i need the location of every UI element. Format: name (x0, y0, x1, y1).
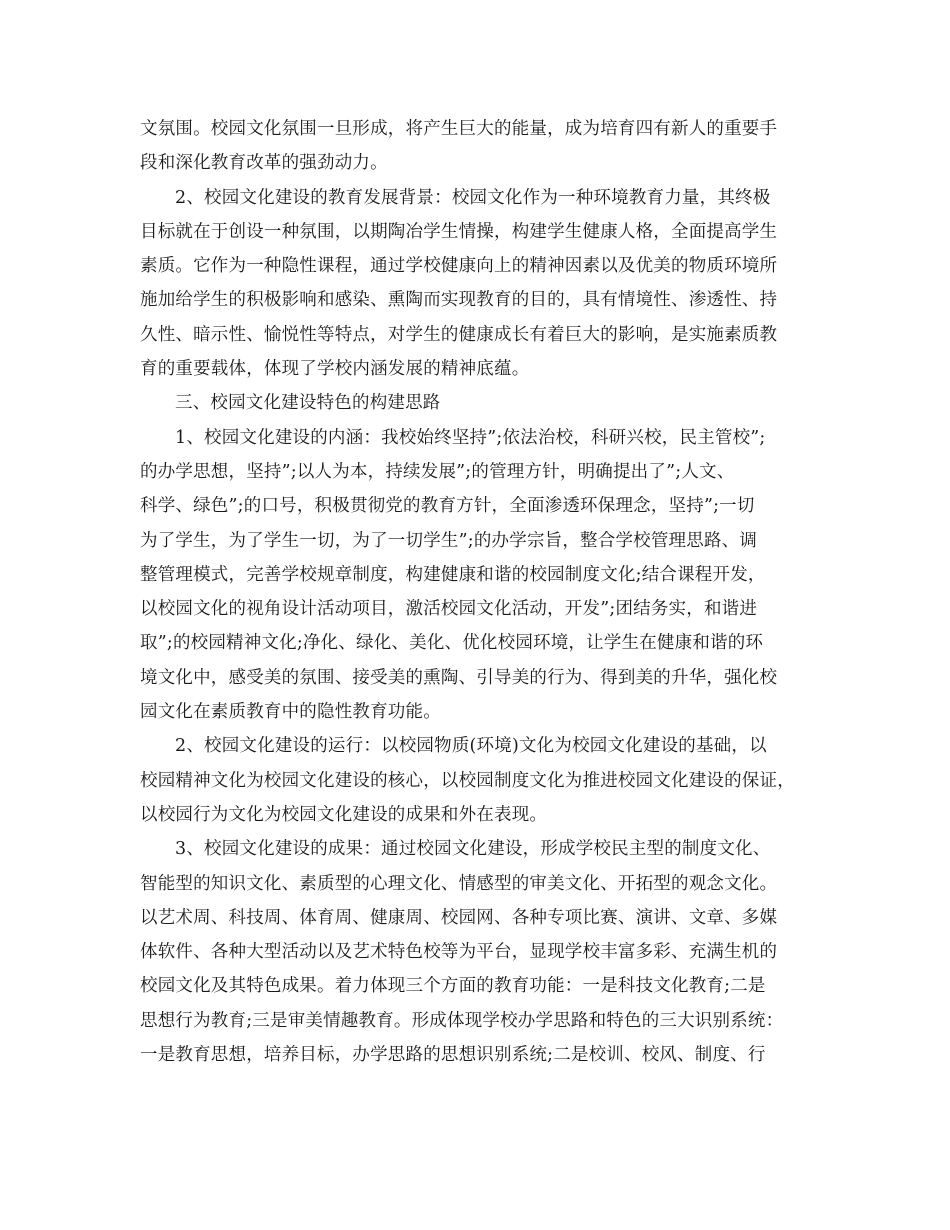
text-line: 为了学生，为了学生一切，为了一切学生”;的办学宗旨，整合学校管理思路、调 (140, 530, 758, 551)
text-line: 境文化中，感受美的氛围、接受美的熏陶、引导美的行为、得到美的升华，强化校 (140, 667, 778, 688)
text-line: 一是教育思想，培养目标，办学思路的思想识别系统;二是校训、校风、制度、行 (140, 1045, 766, 1066)
text-line: 园文化在素质教育中的隐性教育功能。 (140, 702, 441, 723)
text-line: 以校园文化的视角设计活动项目，激活校园文化活动，开发”;团结务实，和谐进 (140, 599, 758, 620)
text-line: 整管理模式，完善学校规章制度，构建健康和谐的校园制度文化;结合课程开发， (140, 564, 766, 585)
text-line: 智能型的知识文化、素质型的心理文化、情感型的审美文化、开拓型的观念文化。 (140, 873, 778, 894)
text-line: 2、校园文化建设的教育发展背景：校园文化作为一种环境教育力量，其终极 (175, 187, 771, 208)
text-line: 思想行为教育;三是审美情趣教育。形成体现学校办学思路和特色的三大识别系统： (140, 1010, 784, 1031)
text-line: 施加给学生的积极影响和感染、熏陶而实现教育的目的，具有情境性、渗透性、持 (140, 290, 778, 311)
text-line: 文氛围。校园文化氛围一旦形成，将产生巨大的能量，成为培育四有新人的重要手 (140, 119, 778, 139)
text-line: 以校园行为文化为校园文化建设的成果和外在表现。 (140, 804, 548, 825)
text-line: 校园文化及其特色成果。着力体现三个方面的教育功能：一是科技文化教育;二是 (140, 976, 766, 997)
text-line: 3、校园文化建设的成果：通过校园文化建设，形成学校民主型的制度文化、 (175, 839, 771, 860)
document-page (140, 112, 820, 1072)
text-line: 科学、绿色”;的口号，积极贯彻党的教育方针，全面渗透环保理念，坚持”;一切 (140, 496, 755, 517)
text-line: 久性、暗示性、愉悦性等特点，对学生的健康成长有着巨大的影响，是实施素质教 (140, 324, 778, 345)
text-line: 取”;的校园精神文化;净化、绿化、美化、优化校园环境，让学生在健康和谐的环 (140, 633, 764, 654)
text-line: 段和深化教育改革的强劲动力。 (140, 153, 388, 174)
text-line: 体软件、各种大型活动以及艺术特色校等为平台，显现学校丰富多彩、充满生机的 (140, 942, 778, 963)
text-line: 2、校园文化建设的运行：以校园物质(环境)文化为校园文化建设的基础，以 (175, 736, 767, 757)
text-line: 育的重要载体，体现了学校内涵发展的精神底蕴。 (140, 359, 530, 380)
text-line: 的办学思想，坚持”;以人为本，持续发展”;的管理方针，明确提出了”;人文、 (140, 461, 735, 482)
text-line: 校园精神文化为校园文化建设的核心，以校园制度文化为推进校园文化建设的保证， (140, 770, 795, 791)
text-line: 目标就在于创设一种氛围，以期陶冶学生情操，构建学生健康人格，全面提高学生 (140, 221, 778, 242)
text-line: 1、校园文化建设的内涵：我校始终坚持”;依法治校，科研兴校，民主管校”; (175, 427, 766, 448)
section-heading: 三、校园文化建设特色的构建思路 (175, 393, 441, 414)
text-line: 素质。它作为一种隐性课程，通过学校健康向上的精神因素以及优美的物质环境所 (140, 256, 778, 277)
text-line: 以艺术周、科技周、体育周、健康周、校园网、各种专项比赛、演讲、文章、多媒 (140, 907, 778, 928)
